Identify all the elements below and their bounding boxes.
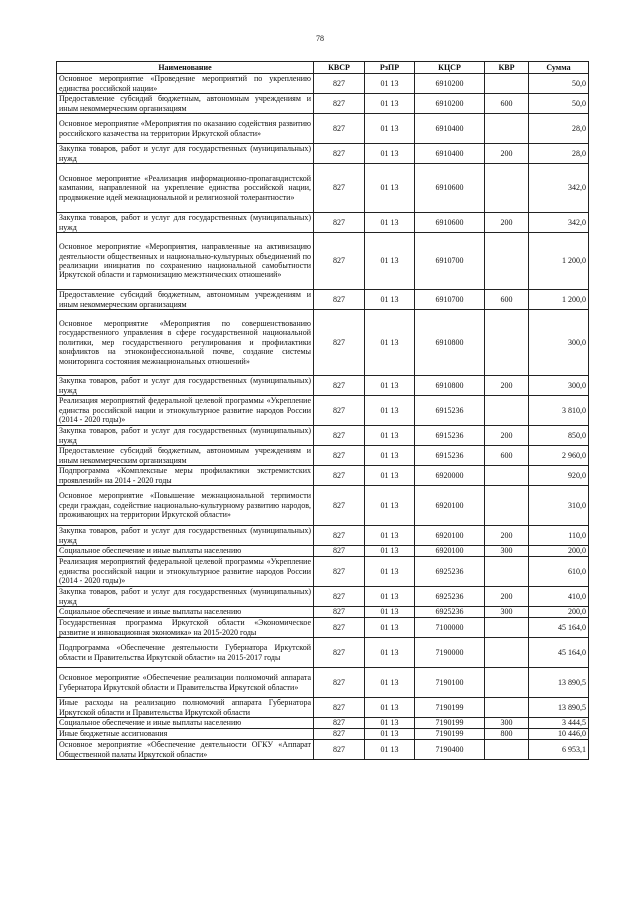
table-row [57, 114, 589, 144]
cell-kvsr: 827 [314, 546, 365, 557]
cell-kcsr: 6910400 [415, 144, 485, 164]
cell-name: Предоставление субсидий бюджетным, автономным учреждениям и иным некоммерческим организациям [57, 94, 314, 114]
cell-kcsr: 7190199 [415, 718, 485, 729]
cell-kcsr: 7190000 [415, 638, 485, 668]
cell-kvr: 300 [485, 607, 529, 618]
cell-rzpr: 01 13 [365, 486, 415, 526]
cell-rzpr: 01 13 [365, 526, 415, 546]
cell-name: Основное мероприятие «Проведение мероприятий по укреплению единства российской нации» [57, 74, 314, 94]
cell-rzpr: 01 13 [365, 668, 415, 698]
cell-kvsr: 827 [314, 486, 365, 526]
cell-kvr: 300 [485, 718, 529, 729]
cell-sum: 10 446,0 [529, 729, 589, 740]
cell-name: Закупка товаров, работ и услуг для государственных (муниципальных) нужд [57, 587, 314, 607]
cell-rzpr: 01 13 [365, 638, 415, 668]
table-row [57, 698, 589, 718]
cell-kcsr: 6920000 [415, 466, 485, 486]
cell-kvsr: 827 [314, 668, 365, 698]
cell-kvsr: 827 [314, 310, 365, 376]
cell-rzpr: 01 13 [365, 74, 415, 94]
cell-kvsr: 827 [314, 376, 365, 396]
cell-kvr [485, 396, 529, 426]
cell-rzpr: 01 13 [365, 290, 415, 310]
cell-sum: 50,0 [529, 74, 589, 94]
cell-kcsr: 6910200 [415, 74, 485, 94]
cell-kvr [485, 466, 529, 486]
cell-sum: 28,0 [529, 114, 589, 144]
cell-kcsr: 6910600 [415, 164, 485, 213]
cell-kcsr: 6915236 [415, 426, 485, 446]
cell-name: Закупка товаров, работ и услуг для государственных (муниципальных) нужд [57, 213, 314, 233]
cell-rzpr: 01 13 [365, 698, 415, 718]
cell-rzpr: 01 13 [365, 114, 415, 144]
cell-name: Закупка товаров, работ и услуг для государственных (муниципальных) нужд [57, 526, 314, 546]
cell-kvsr: 827 [314, 94, 365, 114]
table-row [57, 446, 589, 466]
cell-kvsr: 827 [314, 144, 365, 164]
cell-sum: 28,0 [529, 144, 589, 164]
cell-kvr [485, 618, 529, 638]
cell-rzpr: 01 13 [365, 729, 415, 740]
cell-kvsr: 827 [314, 698, 365, 718]
table-row [57, 718, 589, 729]
cell-sum: 2 960,0 [529, 446, 589, 466]
cell-sum: 200,0 [529, 607, 589, 618]
cell-kvr: 300 [485, 546, 529, 557]
table-header-row [57, 62, 589, 74]
header-rzpr: РзПР [365, 62, 415, 74]
cell-kvr: 200 [485, 144, 529, 164]
cell-name: Реализация мероприятий федеральной целевой программы «Укрепление единства российской нации и этнокультурное развитие народов России (2014 - 2020 годы)» [57, 396, 314, 426]
cell-sum: 410,0 [529, 587, 589, 607]
table-row [57, 587, 589, 607]
cell-rzpr: 01 13 [365, 587, 415, 607]
table-row [57, 729, 589, 740]
cell-rzpr: 01 13 [365, 607, 415, 618]
cell-kcsr: 7190100 [415, 668, 485, 698]
cell-rzpr: 01 13 [365, 466, 415, 486]
cell-name: Подпрограмма «Комплексные меры профилактики экстремистских проявлений» на 2014 - 2020 годы [57, 466, 314, 486]
cell-kvsr: 827 [314, 718, 365, 729]
cell-kcsr: 6915236 [415, 396, 485, 426]
cell-kvsr: 827 [314, 233, 365, 290]
cell-kvsr: 827 [314, 114, 365, 144]
cell-sum: 200,0 [529, 546, 589, 557]
cell-kvr [485, 310, 529, 376]
table-row [57, 310, 589, 376]
cell-kvsr: 827 [314, 618, 365, 638]
cell-kvr [485, 233, 529, 290]
cell-name: Социальное обеспечение и иные выплаты населению [57, 607, 314, 618]
header-kcsr: КЦСР [415, 62, 485, 74]
table-row [57, 426, 589, 446]
cell-kcsr: 6925236 [415, 557, 485, 587]
cell-kvr [485, 114, 529, 144]
cell-name: Социальное обеспечение и иные выплаты населению [57, 546, 314, 557]
cell-kvr [485, 164, 529, 213]
cell-sum: 110,0 [529, 526, 589, 546]
cell-name: Основное мероприятие «Обеспечение деятельности ОГКУ «Аппарат Общественной палаты Иркутской области» [57, 740, 314, 760]
table-row [57, 94, 589, 114]
cell-kvsr: 827 [314, 729, 365, 740]
cell-name: Основное мероприятие «Реализация информационно-пропагандистской кампании, направленной на укрепление единства российской нации, продвижение идей межнациональной и религиозной толерантности» [57, 164, 314, 213]
cell-name: Закупка товаров, работ и услуг для государственных (муниципальных) нужд [57, 376, 314, 396]
cell-name: Подпрограмма «Обеспечение деятельности Губернатора Иркутской области и Правительства Иркутской области» на 2015-2017 годы [57, 638, 314, 668]
cell-kvr [485, 668, 529, 698]
cell-rzpr: 01 13 [365, 546, 415, 557]
cell-kvr [485, 698, 529, 718]
cell-kcsr: 6920100 [415, 486, 485, 526]
cell-name: Закупка товаров, работ и услуг для государственных (муниципальных) нужд [57, 144, 314, 164]
cell-kvr [485, 557, 529, 587]
cell-name: Предоставление субсидий бюджетным, автономным учреждениям и иным некоммерческим организациям [57, 290, 314, 310]
cell-kvr: 200 [485, 213, 529, 233]
cell-name: Государственная программа Иркутской области «Экономическое развитие и инновационная экономика» на 2015-2020 годы [57, 618, 314, 638]
cell-kvsr: 827 [314, 607, 365, 618]
cell-kvsr: 827 [314, 466, 365, 486]
cell-name: Основное мероприятие «Мероприятия по оказанию содействия развитию российского казачества на территории Иркутской области» [57, 114, 314, 144]
cell-kvsr: 827 [314, 396, 365, 426]
cell-sum: 920,0 [529, 466, 589, 486]
table-row [57, 233, 589, 290]
cell-name: Закупка товаров, работ и услуг для государственных (муниципальных) нужд [57, 426, 314, 446]
page-number: 78 [316, 34, 324, 43]
cell-kvr [485, 740, 529, 760]
cell-kvsr: 827 [314, 290, 365, 310]
cell-sum: 6 953,1 [529, 740, 589, 760]
cell-rzpr: 01 13 [365, 396, 415, 426]
cell-rzpr: 01 13 [365, 718, 415, 729]
cell-name: Предоставление субсидий бюджетным, автономным учреждениям и иным некоммерческим организациям [57, 446, 314, 466]
table-row [57, 546, 589, 557]
table-row [57, 740, 589, 760]
table-row [57, 290, 589, 310]
cell-rzpr: 01 13 [365, 164, 415, 213]
cell-rzpr: 01 13 [365, 310, 415, 376]
cell-kvsr: 827 [314, 164, 365, 213]
table-row [57, 526, 589, 546]
cell-kvr: 200 [485, 587, 529, 607]
cell-kvsr: 827 [314, 557, 365, 587]
cell-sum: 50,0 [529, 94, 589, 114]
header-kvsr: КВСР [314, 62, 365, 74]
cell-kcsr: 7100000 [415, 618, 485, 638]
header-kvr: КВР [485, 62, 529, 74]
cell-kvr: 600 [485, 290, 529, 310]
table-row [57, 144, 589, 164]
table-row [57, 486, 589, 526]
cell-sum: 13 890,5 [529, 668, 589, 698]
table-row [57, 607, 589, 618]
cell-sum: 45 164,0 [529, 618, 589, 638]
table-row [57, 376, 589, 396]
cell-sum: 3 810,0 [529, 396, 589, 426]
table-row [57, 164, 589, 213]
cell-kvr [485, 74, 529, 94]
cell-rzpr: 01 13 [365, 446, 415, 466]
cell-kcsr: 6910800 [415, 310, 485, 376]
cell-kvr: 600 [485, 446, 529, 466]
cell-kcsr: 7190199 [415, 729, 485, 740]
cell-name: Иные бюджетные ассигнования [57, 729, 314, 740]
cell-rzpr: 01 13 [365, 557, 415, 587]
cell-kvsr: 827 [314, 446, 365, 466]
cell-rzpr: 01 13 [365, 376, 415, 396]
cell-kvsr: 827 [314, 526, 365, 546]
cell-sum: 300,0 [529, 310, 589, 376]
header-sum: Сумма [529, 62, 589, 74]
cell-kcsr: 6910700 [415, 233, 485, 290]
cell-sum: 342,0 [529, 213, 589, 233]
cell-kcsr: 6910400 [415, 114, 485, 144]
table-row [57, 396, 589, 426]
cell-name: Иные расходы на реализацию полномочий аппарата Губернатора Иркутской области и Правительства Иркутской области [57, 698, 314, 718]
cell-sum: 45 164,0 [529, 638, 589, 668]
cell-kvr: 600 [485, 94, 529, 114]
cell-kvr: 200 [485, 426, 529, 446]
budget-table [56, 61, 589, 760]
cell-sum: 342,0 [529, 164, 589, 213]
cell-kvsr: 827 [314, 638, 365, 668]
header-name: Наименование [57, 62, 314, 74]
table-row [57, 618, 589, 638]
cell-kvr [485, 638, 529, 668]
cell-kvr: 800 [485, 729, 529, 740]
cell-rzpr: 01 13 [365, 144, 415, 164]
table-row [57, 638, 589, 668]
cell-kcsr: 7190199 [415, 698, 485, 718]
cell-kvsr: 827 [314, 74, 365, 94]
table-row [57, 213, 589, 233]
cell-name: Основное мероприятие «Повышение межнациональной терпимости среди граждан, содействие национально-культурному развитию народов, проживающих на территории Иркутской области» [57, 486, 314, 526]
cell-kvsr: 827 [314, 213, 365, 233]
cell-kcsr: 6925236 [415, 587, 485, 607]
cell-rzpr: 01 13 [365, 213, 415, 233]
cell-kcsr: 6920100 [415, 546, 485, 557]
cell-kvsr: 827 [314, 587, 365, 607]
cell-kcsr: 6915236 [415, 446, 485, 466]
cell-rzpr: 01 13 [365, 94, 415, 114]
cell-rzpr: 01 13 [365, 740, 415, 760]
cell-rzpr: 01 13 [365, 618, 415, 638]
cell-kcsr: 6910800 [415, 376, 485, 396]
table-row [57, 668, 589, 698]
cell-name: Реализация мероприятий федеральной целевой программы «Укрепление единства российской нации и этнокультурное развитие народов России (2014 - 2020 годы)» [57, 557, 314, 587]
table-row [57, 74, 589, 94]
cell-name: Основное мероприятие «Мероприятия по совершенствованию государственного управления в сфере государственной национальной политики, мер государственного регулирования и профилактики конфликтов на этноконфессиональной почве, создание системы мониторинга состояния межнациональных отношений» [57, 310, 314, 376]
cell-sum: 300,0 [529, 376, 589, 396]
cell-kcsr: 6910700 [415, 290, 485, 310]
cell-sum: 1 200,0 [529, 233, 589, 290]
table-body [57, 74, 589, 760]
table-row [57, 466, 589, 486]
cell-kcsr: 6910200 [415, 94, 485, 114]
cell-sum: 310,0 [529, 486, 589, 526]
cell-kvr [485, 486, 529, 526]
cell-name: Основное мероприятие «Обеспечение реализации полномочий аппарата Губернатора Иркутской области и Правительства Иркутской области» [57, 668, 314, 698]
table-row [57, 557, 589, 587]
cell-kcsr: 7190400 [415, 740, 485, 760]
cell-rzpr: 01 13 [365, 426, 415, 446]
cell-kvr: 200 [485, 376, 529, 396]
cell-rzpr: 01 13 [365, 233, 415, 290]
cell-sum: 1 200,0 [529, 290, 589, 310]
cell-kcsr: 6910600 [415, 213, 485, 233]
cell-kcsr: 6925236 [415, 607, 485, 618]
cell-name: Социальное обеспечение и иные выплаты населению [57, 718, 314, 729]
cell-kvr: 200 [485, 526, 529, 546]
cell-kvsr: 827 [314, 740, 365, 760]
cell-sum: 3 444,5 [529, 718, 589, 729]
cell-sum: 13 890,5 [529, 698, 589, 718]
cell-sum: 610,0 [529, 557, 589, 587]
cell-name: Основное мероприятие «Мероприятия, направленные на активизацию деятельности общественных и национально-культурных объединений по реализации инициатив по сохранению национальной самобытности Иркутской области и гармонизацию межэтнических отношений» [57, 233, 314, 290]
cell-kcsr: 6920100 [415, 526, 485, 546]
cell-kvsr: 827 [314, 426, 365, 446]
cell-sum: 850,0 [529, 426, 589, 446]
